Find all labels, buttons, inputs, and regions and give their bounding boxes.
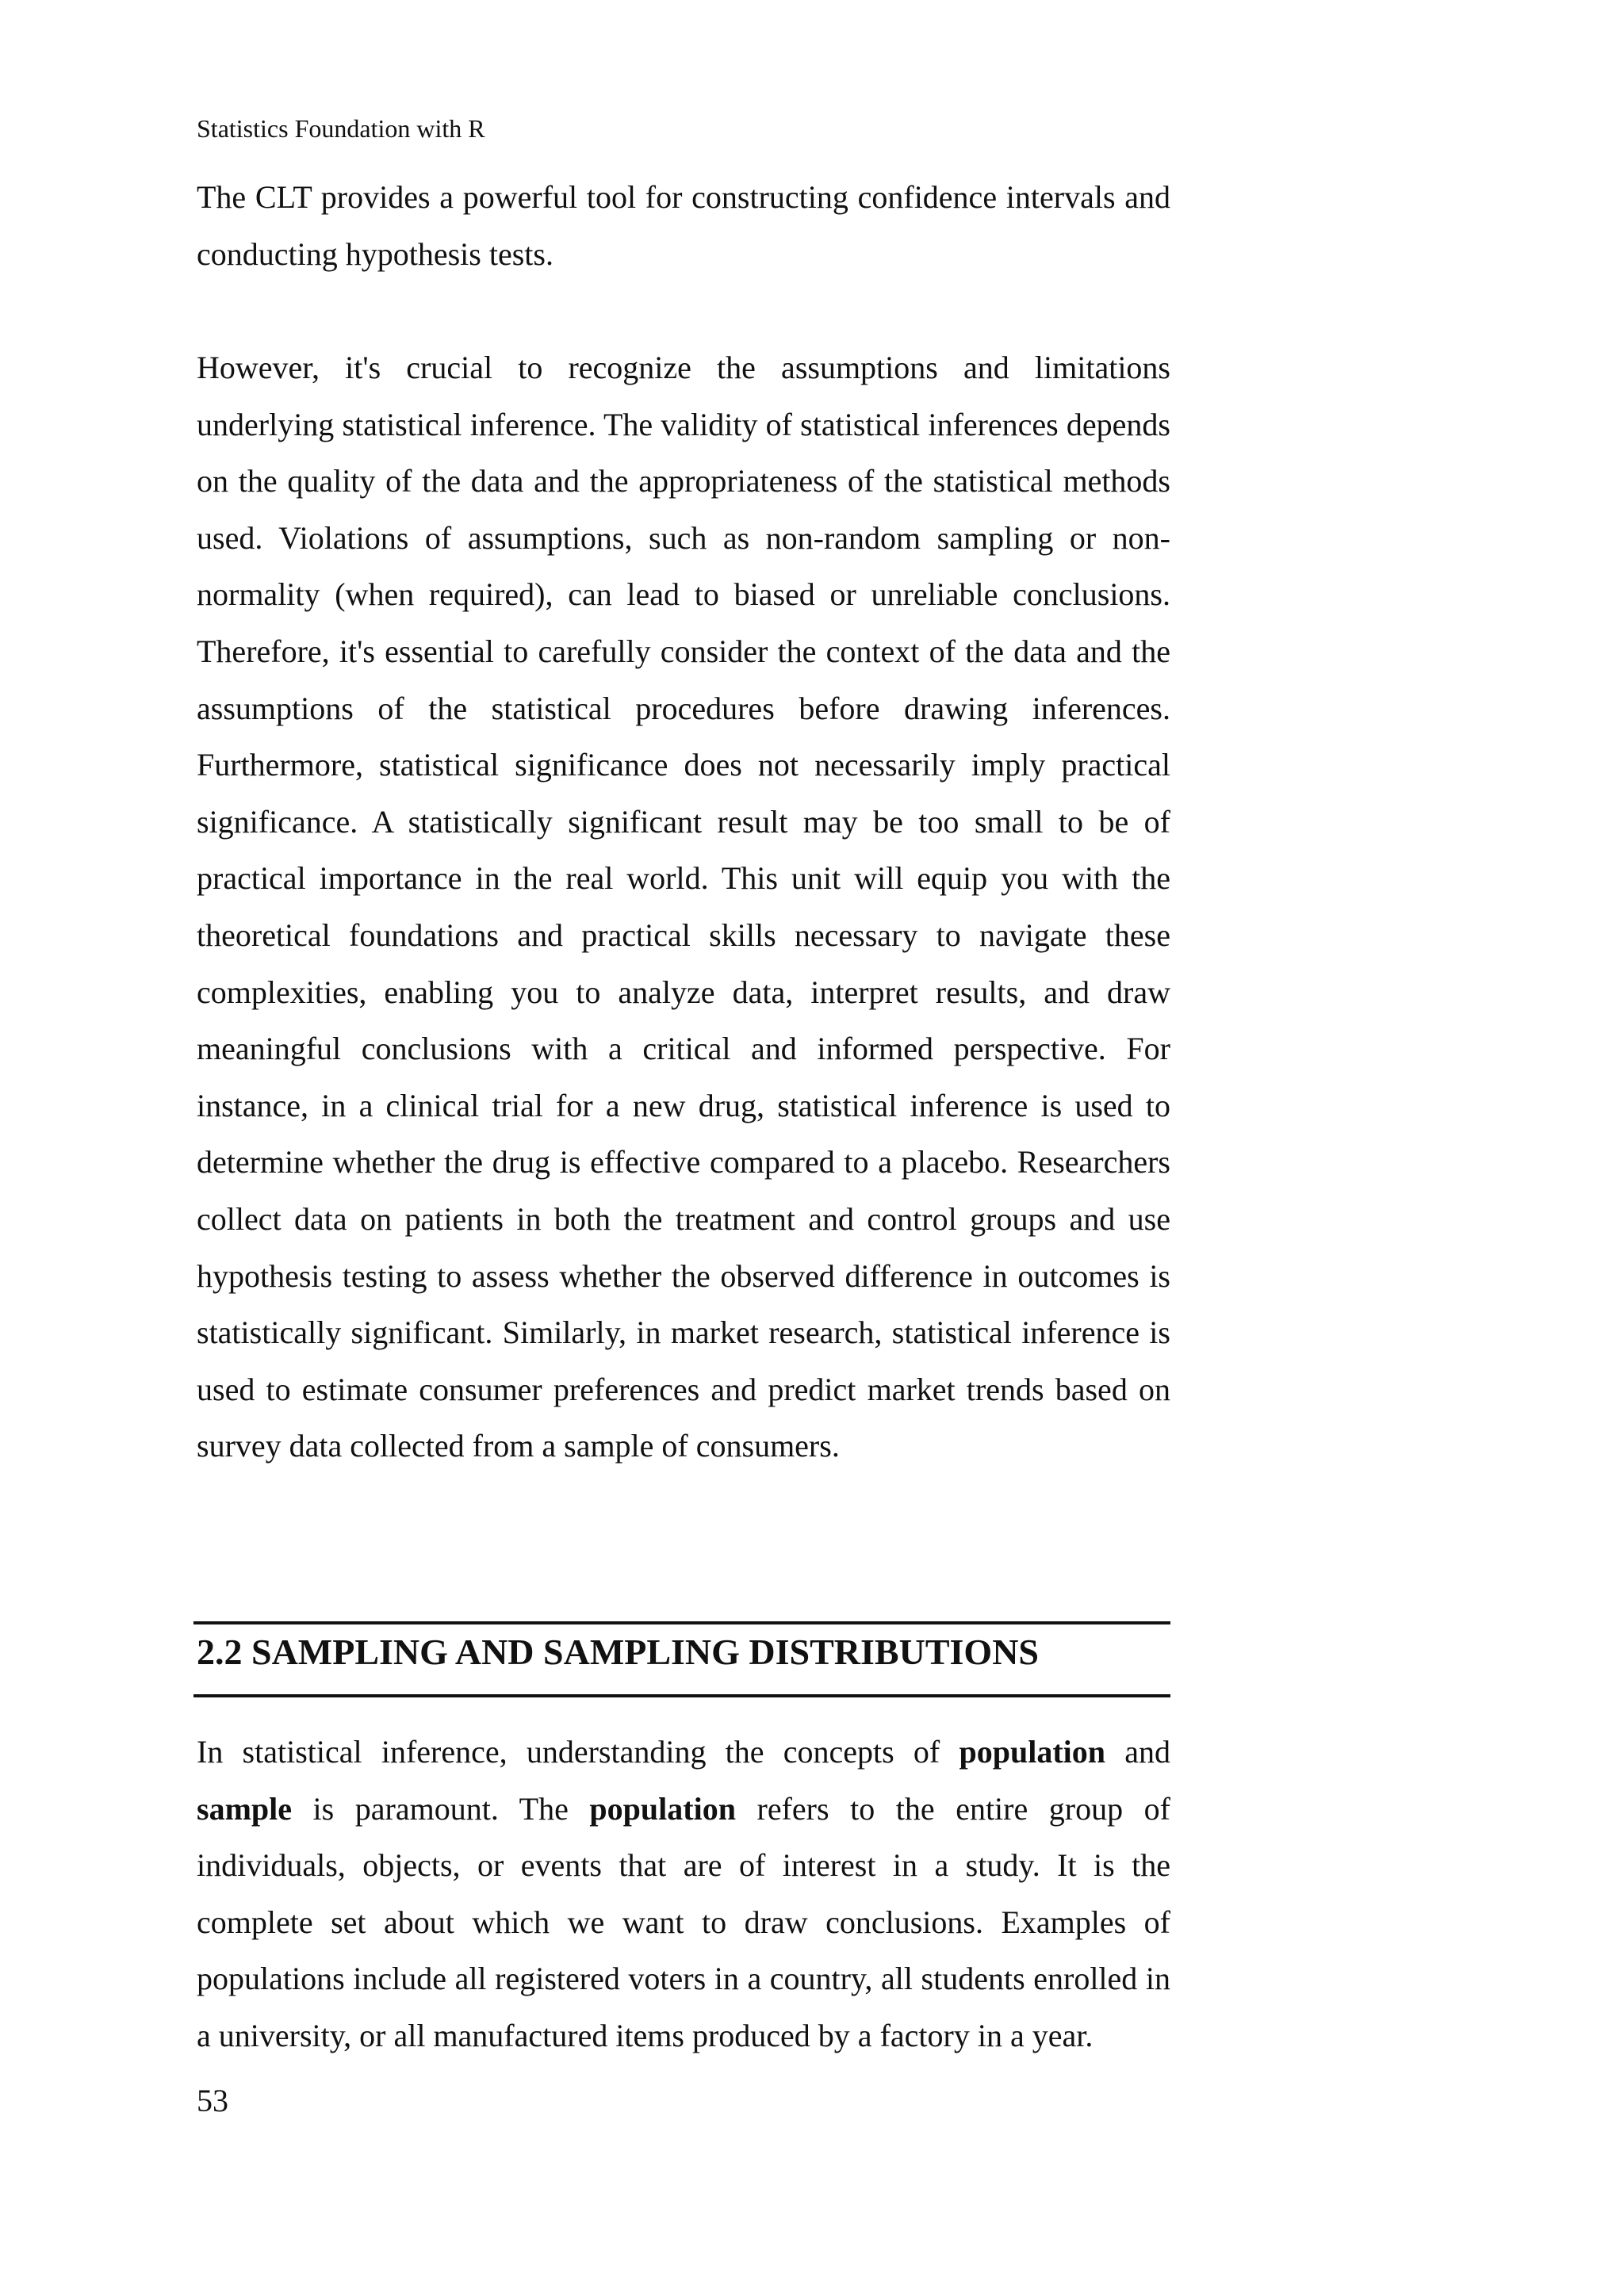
page-number: 53 — [197, 2083, 228, 2118]
section-heading: 2.2 SAMPLING AND SAMPLING DISTRIBUTIONS — [197, 1632, 1039, 1672]
heading-rule-bottom — [193, 1694, 1170, 1697]
paragraph-text: The CLT provides a powerful tool for constructing confidence intervals and conducting hypothesis tests. — [197, 179, 1170, 272]
heading-rule-top — [193, 1621, 1170, 1624]
paragraph-clt — [197, 169, 1170, 282]
term-population: population — [959, 1734, 1106, 1770]
paragraph-assumptions — [197, 339, 1170, 1475]
paragraph-text — [197, 1724, 1170, 2064]
term-sample: sample — [197, 1790, 292, 1827]
term-population: population — [589, 1790, 736, 1827]
text-run: is paramount. The — [292, 1790, 590, 1827]
running-header: Statistics Foundation with R — [197, 114, 485, 143]
text-run: refers to the entire group of individuals, objects, or events that are of interest in a study. It is the complete set about which we want to draw conclusions. Examples of populations include all registered voters in a country, all students enrolled in a university, or all manufactured items produced by a factory in a year. — [197, 1790, 1170, 2053]
paragraph-text: However, it's crucial to recognize the assumptions and limitations underlying statistical inference. The validity of statistical inferences depends on the quality of the data and the appropriateness of the statistical methods used. Violations of assumptions, such as non-random sampling or non-normality (when required), can lead to biased or unreliable conclusions. Therefore, it's essential to carefully consider the context of the data and the assumptions of the statistical procedures before drawing inferences. Furthermore, statistical significance does not necessarily imply practical significance. A statistically significant result may be too small to be of practical importance in the real world. This unit will equip you with the theoretical foundations and practical skills necessary to navigate these complexities, enabling you to analyze data, interpret results, and draw meaningful conclusions with a critical and informed perspective. For instance, in a clinical trial for a new drug, statistical inference is used to determine whether the drug is effective compared to a placebo. Researchers collect data on patients in both the treatment and control groups and use hypothesis testing to assess whether the observed difference in outcomes is statistically significant. Similarly, in market research, statistical inference is used to estimate consumer preferences and predict market trends based on survey data collected from a sample of consumers. — [197, 350, 1170, 1464]
text-run: and — [1105, 1734, 1170, 1770]
text-run: In statistical inference, understanding the concepts of — [197, 1734, 959, 1770]
paragraph-population-sample — [197, 1724, 1170, 2064]
